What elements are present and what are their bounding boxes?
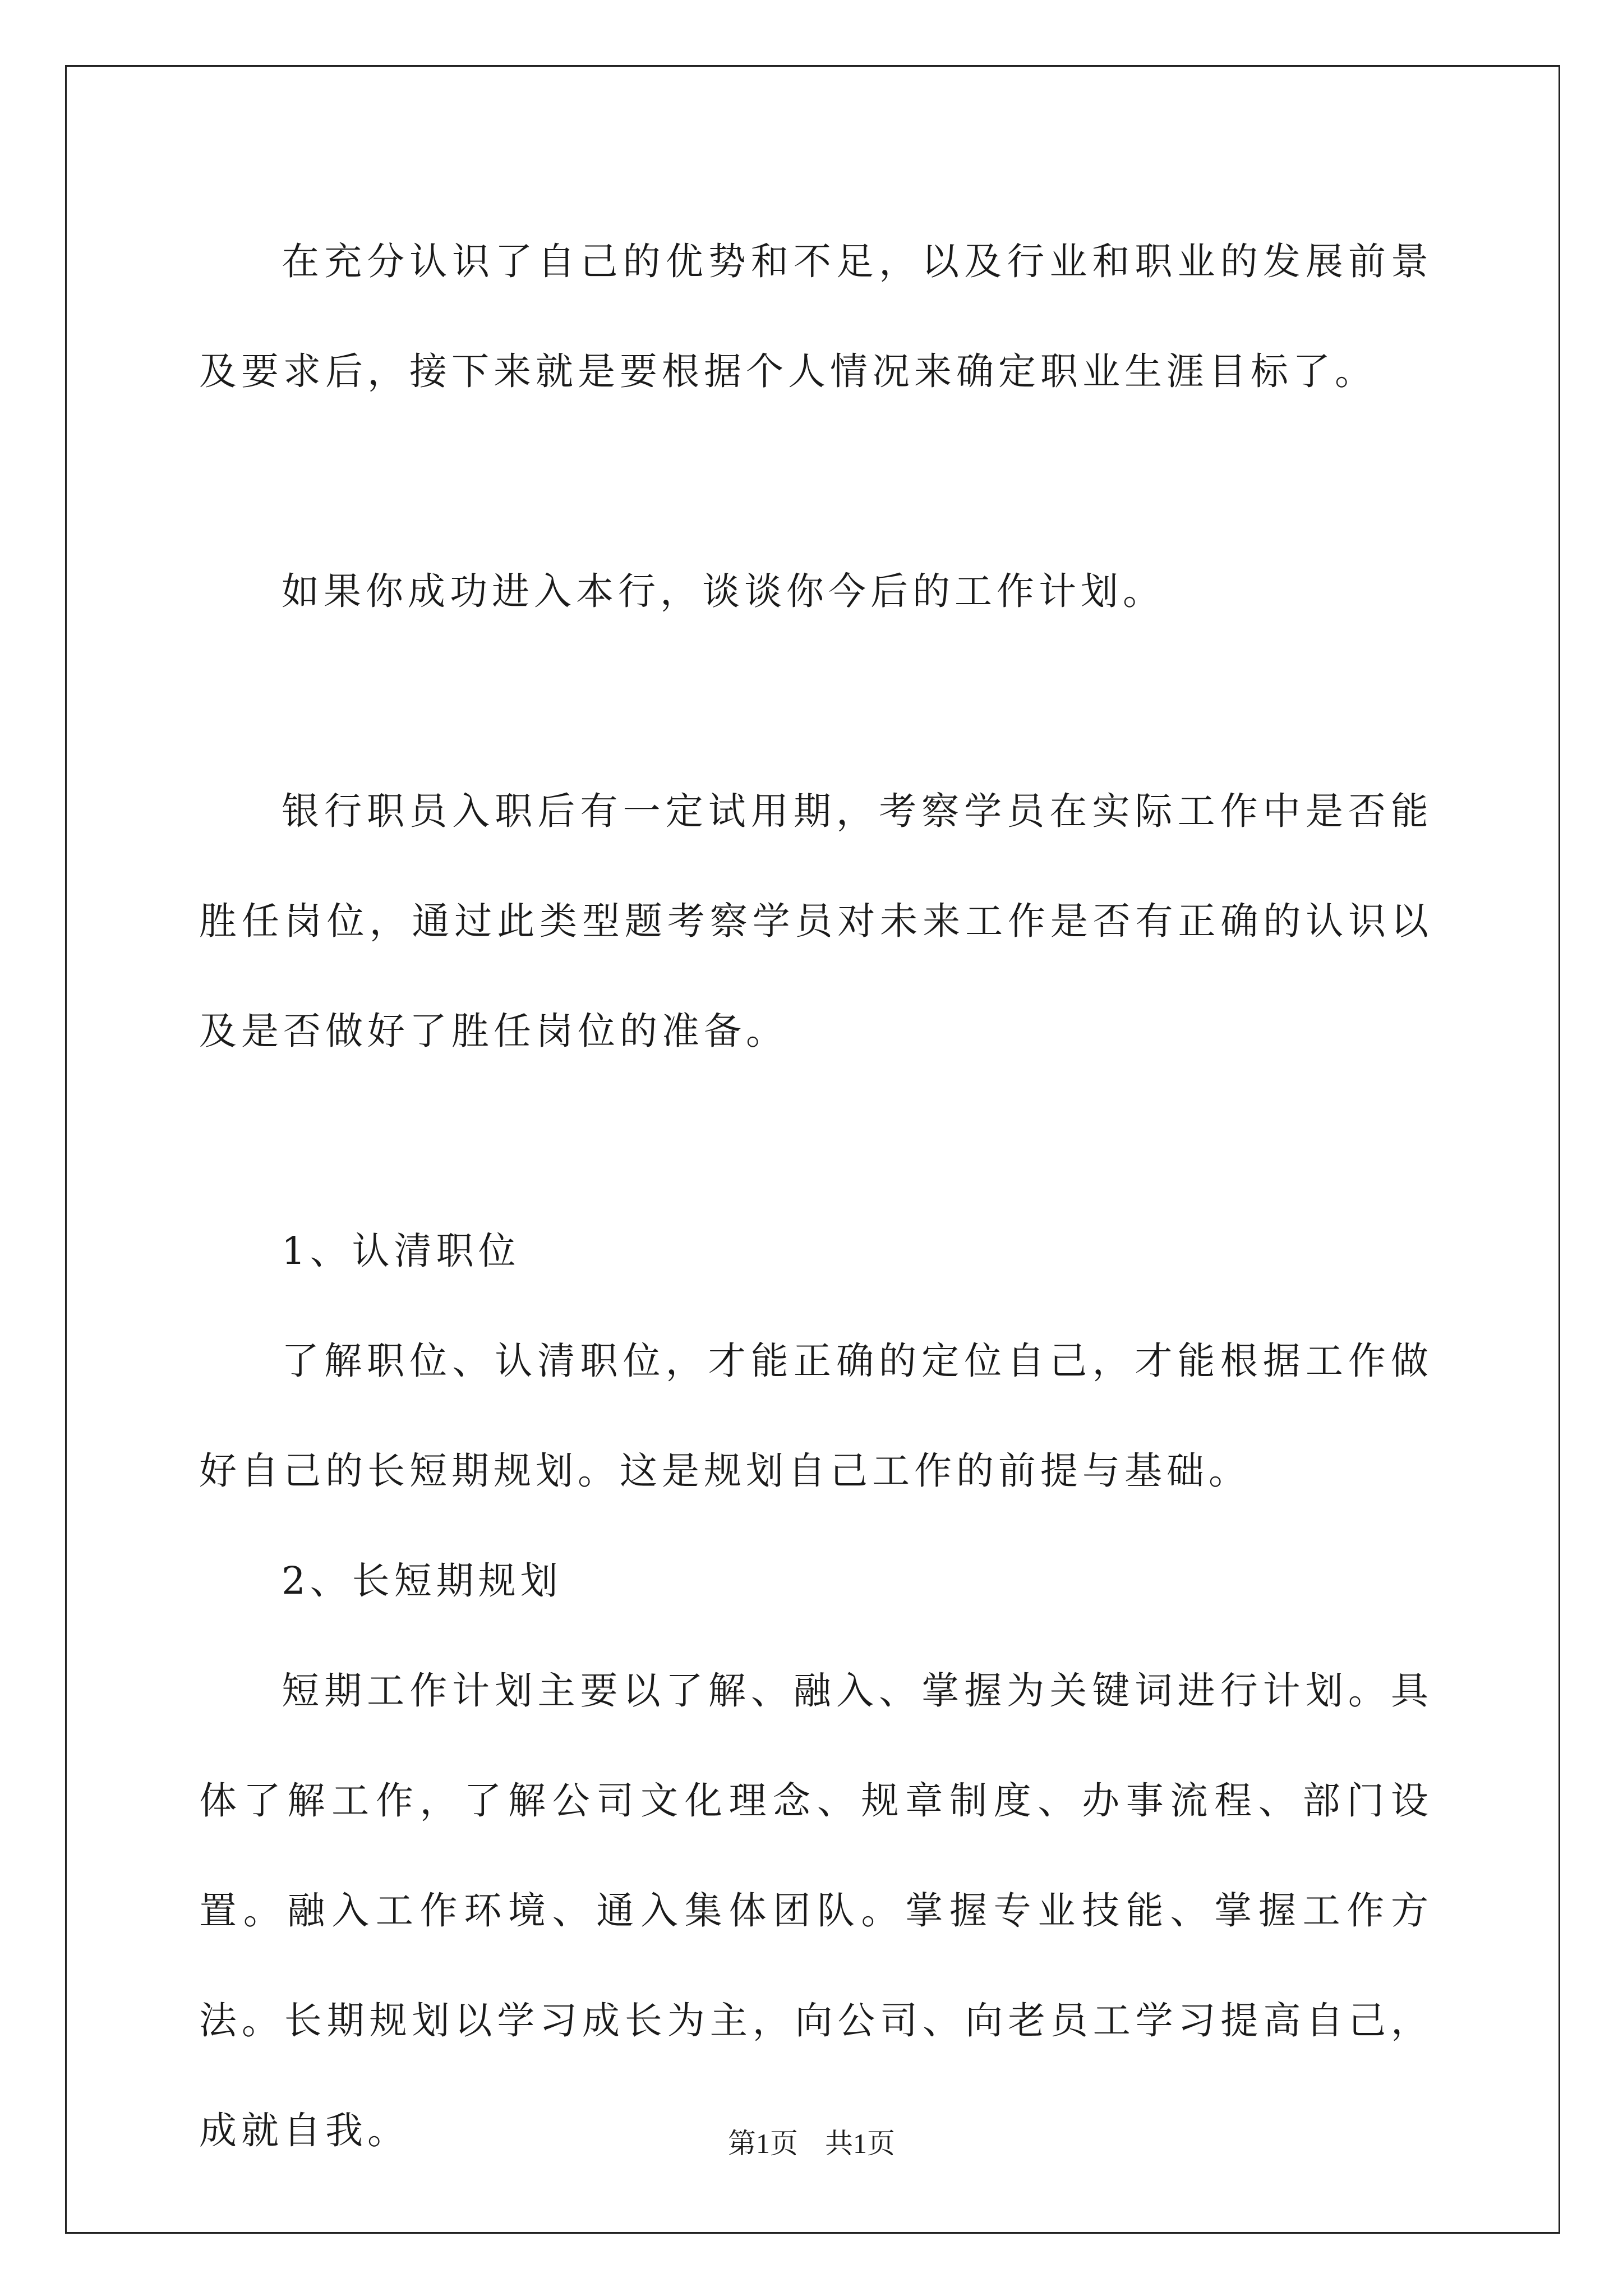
heading-long-short-plan: 2、长短期规划 — [282, 1559, 562, 1603]
document-body — [199, 206, 1433, 2185]
page-number-total: 共1页 — [825, 2128, 895, 2159]
paragraph-probation: 银行职员入职后有一定试用期，考察学员在实际工作中是否能胜任岗位，通过此类型题考察学员对未来工作是否有正确的认识以及是否做好了胜任岗位的准备。 — [199, 789, 1433, 1053]
page-footer — [0, 2121, 1623, 2161]
heading-know-position: 1、认清职位 — [282, 1229, 520, 1273]
paragraph-career-goal: 在充分认识了自己的优势和不足，以及行业和职业的发展前景及要求后，接下来就是要根据个人情况来确定职业生涯目标了。 — [199, 240, 1433, 393]
paragraph-know-position: 了解职位、认清职位，才能正确的定位自己，才能根据工作做好自己的长短期规划。这是规划自己工作的前提与基础。 — [199, 1339, 1433, 1493]
page-number-current: 第1页 — [728, 2128, 798, 2159]
paragraph-question: 如果你成功进入本行，谈谈你今后的工作计划。 — [282, 569, 1165, 613]
paragraph-long-short-plan: 短期工作计划主要以了解、融入、掌握为关键词进行计划。具体了解工作，了解公司文化理念、规章制度、办事流程、部门设置。融入工作环境、通入集体团队。掌握专业技能、掌握工作方法。长期规划以学习成长为主，向公司、向老员工学习提高自己，成就自我。 — [199, 1669, 1433, 2152]
